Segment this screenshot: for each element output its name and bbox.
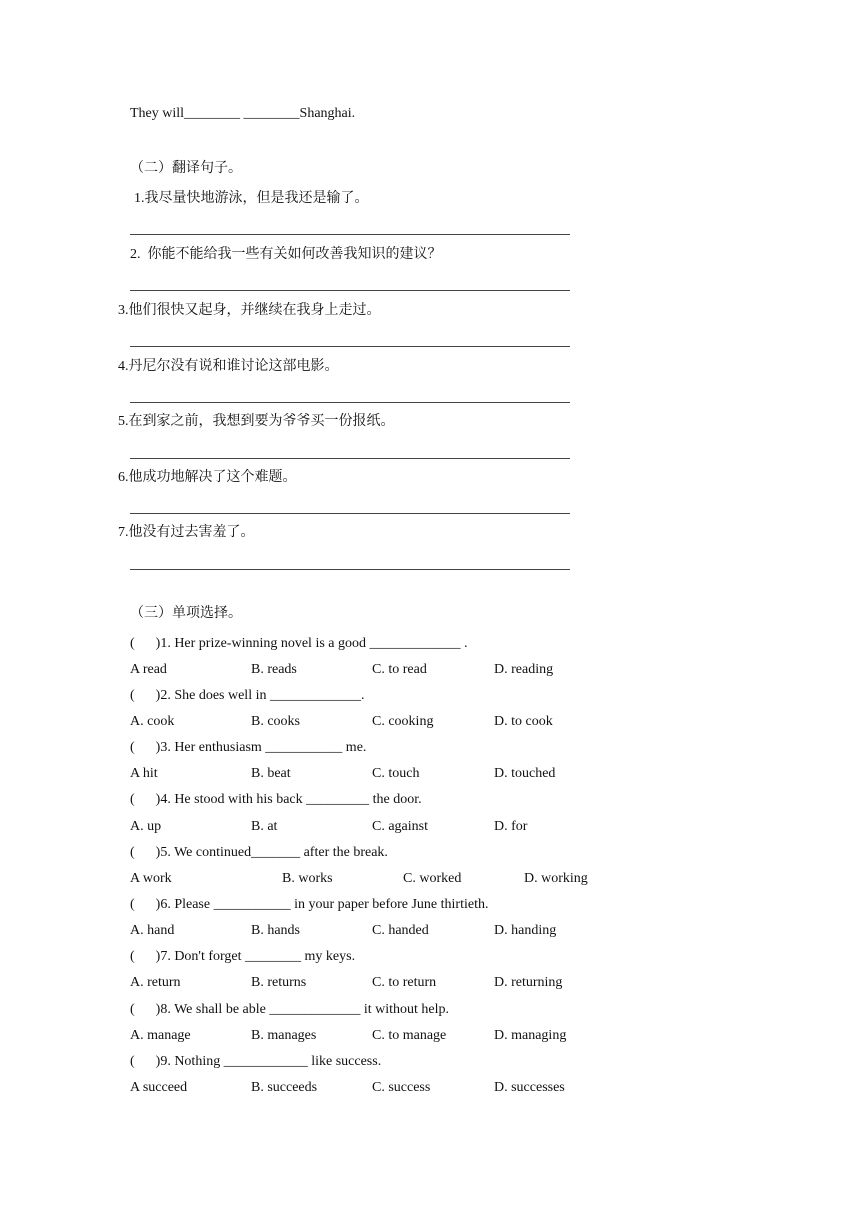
section2-heading: （二）翻译句子。 [130,161,242,176]
option-a-8[interactable]: A. manage [130,1028,191,1043]
option-d-6[interactable]: D. handing [494,923,557,938]
option-b-2[interactable]: B. cooks [251,714,300,729]
option-c-9[interactable]: C. success [372,1080,431,1095]
option-d-5[interactable]: D. working [524,871,588,886]
option-b-7[interactable]: B. returns [251,975,307,990]
translation-item-4: 4.丹尼尔没有说和谁讨论这部电影。 [118,359,339,374]
option-a-4[interactable]: A. up [130,819,162,834]
question-stem-8: ( )8. We shall be able _____________ it without help. [130,1002,450,1017]
option-a-7[interactable]: A. return [130,975,181,990]
question-stem-9: ( )9. Nothing ____________ like success. [130,1054,382,1069]
question-stem-6: ( )6. Please ___________ in your paper before June thirtieth. [130,897,489,912]
option-a-6[interactable]: A. hand [130,923,175,938]
option-b-3[interactable]: B. beat [251,766,291,781]
question-stem-5: ( )5. We continued_______ after the break. [130,845,388,860]
option-b-5[interactable]: B. works [282,871,333,886]
section3-heading: （三）单项选择。 [130,606,242,621]
answer-line-2[interactable] [130,290,570,291]
option-b-9[interactable]: B. succeeds [251,1080,318,1095]
answer-line-7[interactable] [130,569,570,570]
translation-item-2: 2. 你能不能给我一些有关如何改善我知识的建议？ [130,247,442,262]
option-a-5[interactable]: A work [130,871,172,886]
option-c-1[interactable]: C. to read [372,662,427,677]
option-c-7[interactable]: C. to return [372,975,437,990]
option-a-9[interactable]: A succeed [130,1080,188,1095]
question-stem-7: ( )7. Don't forget ________ my keys. [130,949,356,964]
answer-line-6[interactable] [130,513,570,514]
answer-line-3[interactable] [130,346,570,347]
option-d-2[interactable]: D. to cook [494,714,553,729]
option-d-8[interactable]: D. managing [494,1028,567,1043]
option-c-5[interactable]: C. worked [403,871,462,886]
option-d-4[interactable]: D. for [494,819,528,834]
translation-item-1: 1.我尽量快地游泳，但是我还是输了。 [134,191,369,206]
option-d-3[interactable]: D. touched [494,766,556,781]
answer-line-4[interactable] [130,402,570,403]
question-stem-3: ( )3. Her enthusiasm ___________ me. [130,740,367,755]
translation-item-3: 3.他们很快又起身，并继续在我身上走过。 [118,303,381,318]
option-b-8[interactable]: B. manages [251,1028,317,1043]
option-b-4[interactable]: B. at [251,819,278,834]
option-c-6[interactable]: C. handed [372,923,429,938]
translation-item-6: 6.他成功地解决了这个难题。 [118,470,297,485]
option-c-4[interactable]: C. against [372,819,428,834]
option-d-7[interactable]: D. returning [494,975,563,990]
option-c-2[interactable]: C. cooking [372,714,434,729]
fill-in-sentence: They will________ ________Shanghai. [130,106,356,121]
translation-item-5: 5.在到家之前，我想到要为爷爷买一份报纸。 [118,414,395,429]
option-a-1[interactable]: A read [130,662,167,677]
option-c-3[interactable]: C. touch [372,766,420,781]
question-stem-4: ( )4. He stood with his back _________ the door. [130,792,422,807]
option-b-6[interactable]: B. hands [251,923,300,938]
option-c-8[interactable]: C. to manage [372,1028,447,1043]
option-a-2[interactable]: A. cook [130,714,175,729]
option-d-9[interactable]: D. successes [494,1080,565,1095]
question-stem-1: ( )1. Her prize-winning novel is a good _____________ . [130,636,468,651]
option-b-1[interactable]: B. reads [251,662,297,677]
option-a-3[interactable]: A hit [130,766,158,781]
question-stem-2: ( )2. She does well in _____________. [130,688,365,703]
option-d-1[interactable]: D. reading [494,662,554,677]
answer-line-1[interactable] [130,234,570,235]
answer-line-5[interactable] [130,458,570,459]
translation-item-7: 7.他没有过去害羞了。 [118,525,255,540]
